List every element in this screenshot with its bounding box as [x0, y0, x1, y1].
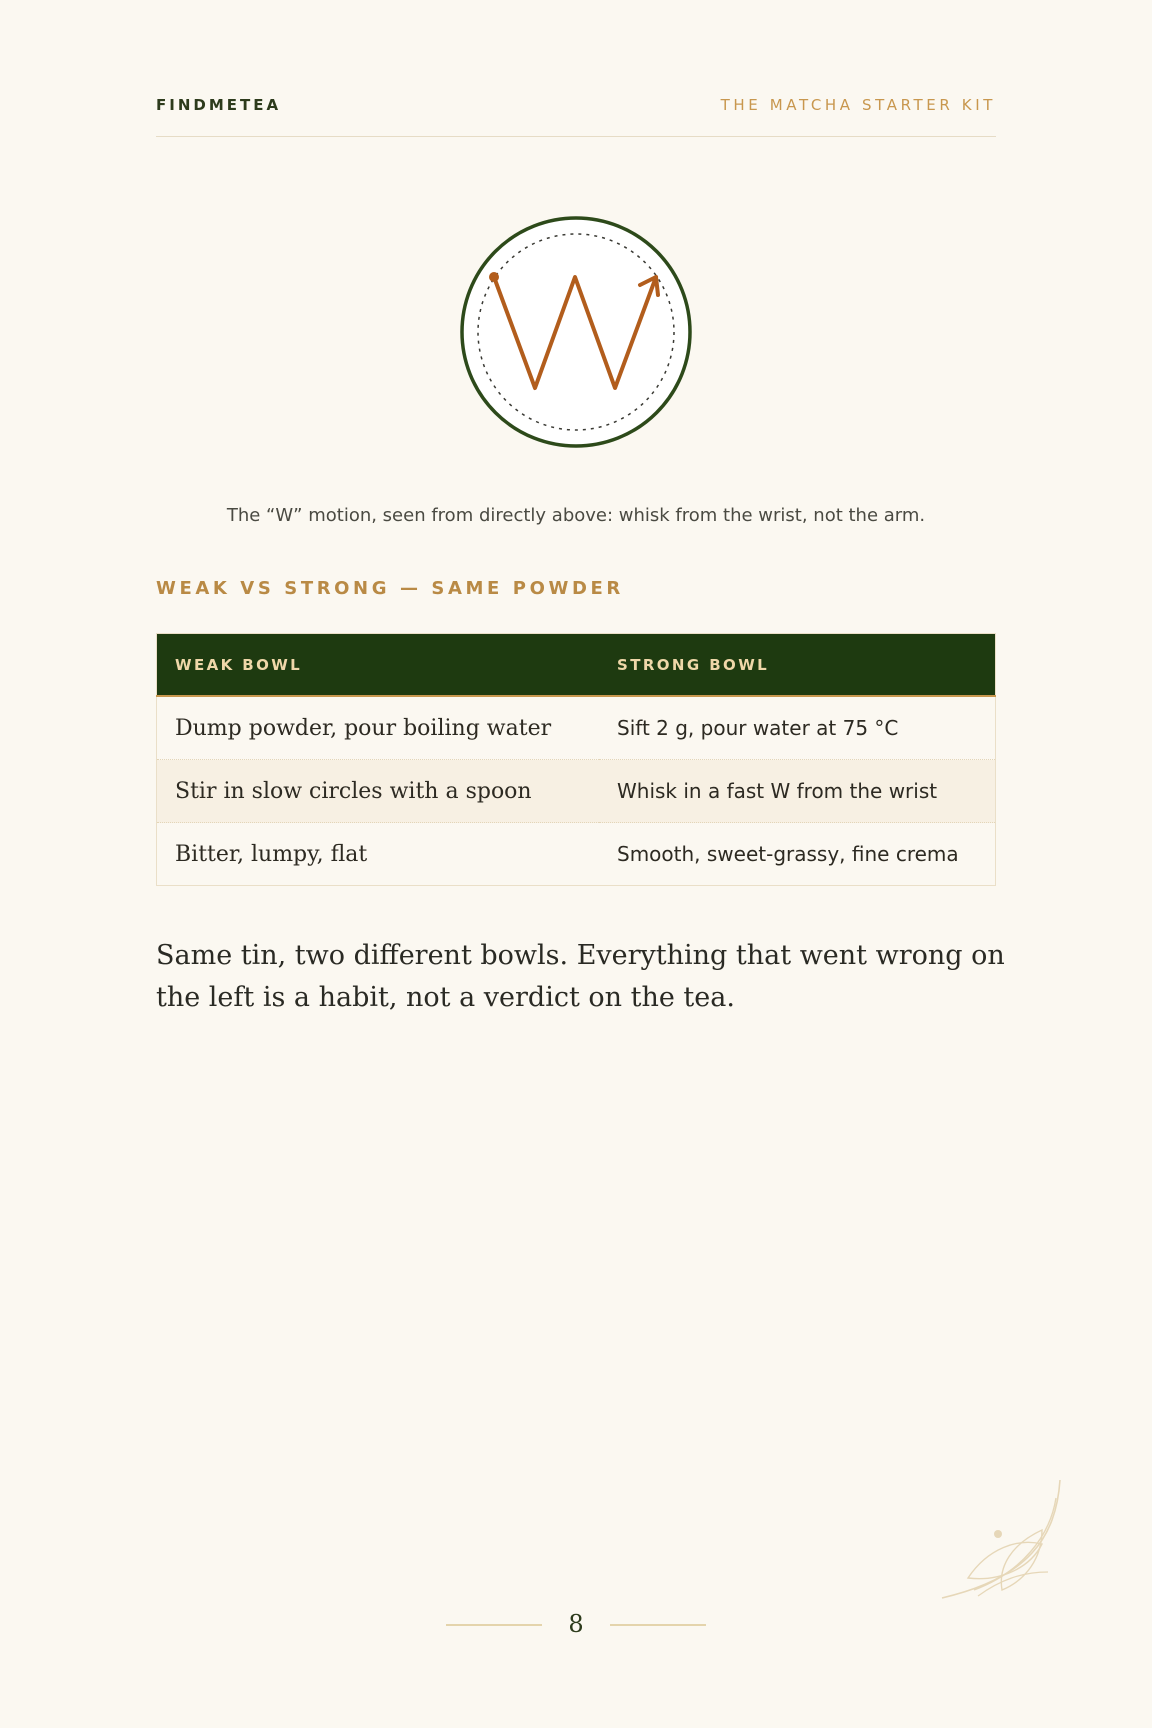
section-heading: WEAK VS STRONG — SAME POWDER — [156, 578, 624, 599]
figure-caption: The “W” motion, seen from directly above: whisk from the wrist, not the arm. — [226, 505, 926, 526]
table-header-row — [157, 634, 996, 697]
page-header — [156, 96, 996, 137]
body-paragraph: Same tin, two different bowls. Everything that went wrong on the left is a habit, not a verdict on the tea. — [156, 940, 1005, 1013]
whisk-w-motion-icon — [456, 212, 696, 452]
strong-cell: Sift 2 g, pour water at 75 °C — [599, 696, 996, 760]
comparison-table — [156, 633, 996, 886]
leaf-sprig-icon — [938, 1478, 1064, 1604]
table-row — [157, 823, 996, 886]
w-motion-figure — [456, 212, 696, 452]
column-header-strong: STRONG BOWL — [599, 634, 996, 697]
weak-cell: Stir in slow circles with a spoon — [157, 760, 600, 823]
page-footer — [446, 1600, 706, 1650]
column-header-weak: WEAK BOWL — [157, 634, 600, 697]
strong-cell: Whisk in a fast W from the wrist — [599, 760, 996, 823]
document-title: THE MATCHA STARTER KIT — [720, 96, 996, 114]
strong-cell: Smooth, sweet-grassy, fine crema — [599, 823, 996, 886]
bowl-outer-ring — [462, 218, 690, 446]
table-row — [157, 760, 996, 823]
table-row — [157, 696, 996, 760]
weak-cell: Dump powder, pour boiling water — [157, 696, 600, 760]
page-number: 8 — [568, 1610, 584, 1638]
brand-name: FINDMETEA — [156, 96, 282, 114]
weak-cell: Bitter, lumpy, flat — [157, 823, 600, 886]
footer-rule-right — [610, 1624, 706, 1626]
w-start-dot — [489, 272, 499, 282]
